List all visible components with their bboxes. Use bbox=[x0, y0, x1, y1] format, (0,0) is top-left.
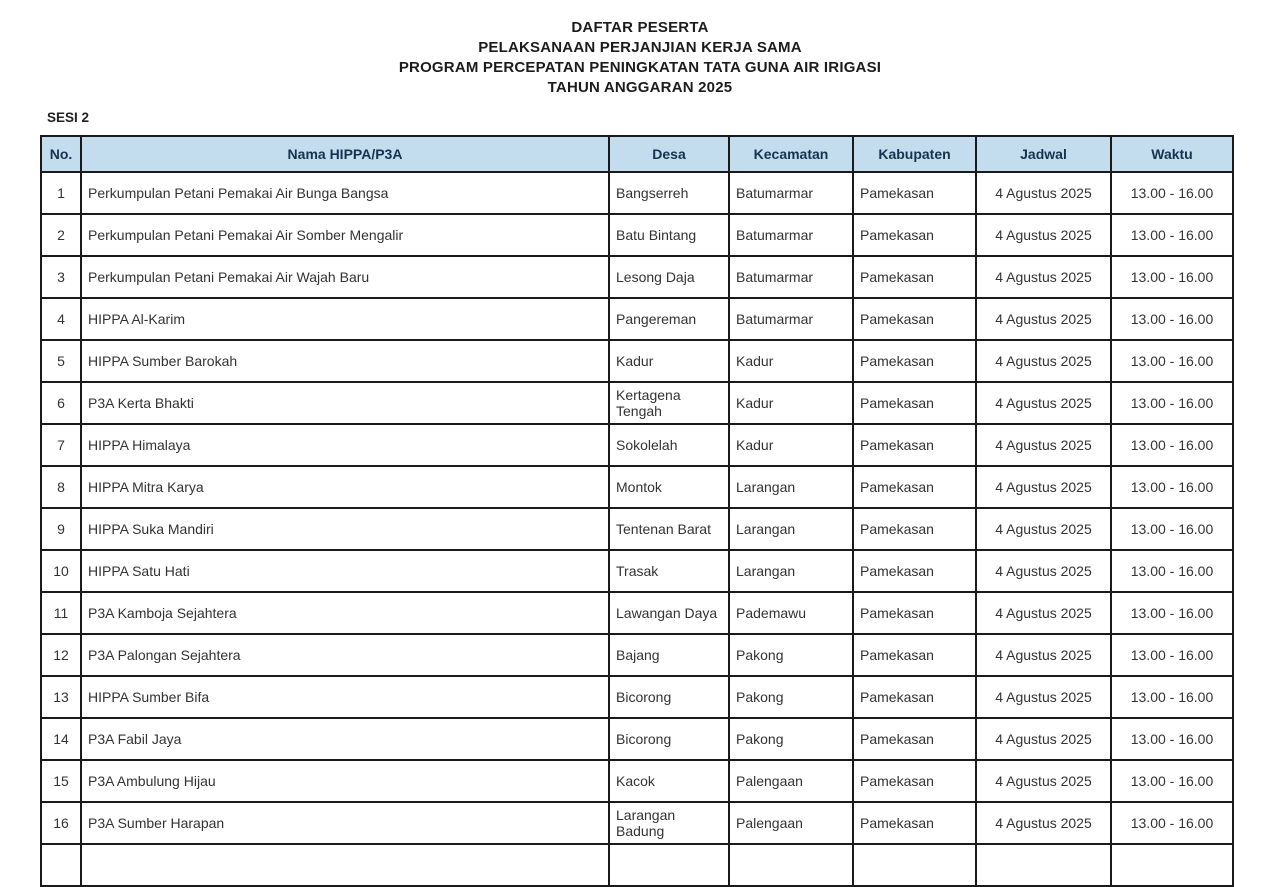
cell-kecamatan: Larangan bbox=[729, 466, 853, 508]
column-header-waktu: Waktu bbox=[1111, 136, 1233, 172]
cell-jadwal: 4 Agustus 2025 bbox=[976, 718, 1111, 760]
cell-desa: Batu Bintang bbox=[609, 214, 729, 256]
cell-kabupaten: Pamekasan bbox=[853, 508, 976, 550]
cell-nama: P3A Ambulung Hijau bbox=[81, 760, 609, 802]
cell-desa: Pangereman bbox=[609, 298, 729, 340]
cell-no: 13 bbox=[41, 676, 81, 718]
cell-kabupaten: Pamekasan bbox=[853, 676, 976, 718]
cell-jadwal: 4 Agustus 2025 bbox=[976, 550, 1111, 592]
cell-desa: Lesong Daja bbox=[609, 256, 729, 298]
table-row bbox=[41, 760, 1233, 802]
cell-no: 12 bbox=[41, 634, 81, 676]
table-row bbox=[41, 424, 1233, 466]
cell-kabupaten: Pamekasan bbox=[853, 760, 976, 802]
cell-waktu: 13.00 - 16.00 bbox=[1111, 592, 1233, 634]
cell-desa: Sokolelah bbox=[609, 424, 729, 466]
cell-waktu: 13.00 - 16.00 bbox=[1111, 466, 1233, 508]
cell-no: 10 bbox=[41, 550, 81, 592]
cell-nama: HIPPA Sumber Bifa bbox=[81, 676, 609, 718]
title-line-4: TAHUN ANGGARAN 2025 bbox=[547, 79, 733, 96]
cell-no bbox=[41, 844, 81, 886]
cell-desa: Trasak bbox=[609, 550, 729, 592]
cell-kecamatan: Batumarmar bbox=[729, 298, 853, 340]
cell-waktu: 13.00 - 16.00 bbox=[1111, 634, 1233, 676]
cell-waktu: 13.00 - 16.00 bbox=[1111, 382, 1233, 424]
table-row bbox=[41, 214, 1233, 256]
cell-nama: HIPPA Sumber Barokah bbox=[81, 340, 609, 382]
cell-no: 8 bbox=[41, 466, 81, 508]
cell-kabupaten: Pamekasan bbox=[853, 256, 976, 298]
table-body bbox=[41, 172, 1233, 886]
cell-no: 2 bbox=[41, 214, 81, 256]
cell-jadwal: 4 Agustus 2025 bbox=[976, 592, 1111, 634]
title-line-3: PROGRAM PERCEPATAN PENINGKATAN TATA GUNA AIR IRIGASI bbox=[398, 59, 882, 76]
cell-no: 4 bbox=[41, 298, 81, 340]
cell-kabupaten: Pamekasan bbox=[853, 466, 976, 508]
cell-kabupaten: Pamekasan bbox=[853, 550, 976, 592]
cell-jadwal: 4 Agustus 2025 bbox=[976, 172, 1111, 214]
cell-waktu: 13.00 - 16.00 bbox=[1111, 172, 1233, 214]
cell-jadwal: 4 Agustus 2025 bbox=[976, 424, 1111, 466]
cell-no: 15 bbox=[41, 760, 81, 802]
document-title bbox=[0, 0, 1280, 98]
cell-nama: P3A Fabil Jaya bbox=[81, 718, 609, 760]
cell-jadwal: 4 Agustus 2025 bbox=[976, 298, 1111, 340]
cell-kecamatan: Batumarmar bbox=[729, 214, 853, 256]
cell-desa: Bicorong bbox=[609, 676, 729, 718]
cell-nama: HIPPA Satu Hati bbox=[81, 550, 609, 592]
cell-nama: Perkumpulan Petani Pemakai Air Wajah Baru bbox=[81, 256, 609, 298]
column-header-kabupaten: Kabupaten bbox=[853, 136, 976, 172]
cell-kabupaten: Pamekasan bbox=[853, 634, 976, 676]
cell-desa: Bajang bbox=[609, 634, 729, 676]
column-header-jadwal: Jadwal bbox=[976, 136, 1111, 172]
table-row bbox=[41, 298, 1233, 340]
cell-waktu: 13.00 - 16.00 bbox=[1111, 508, 1233, 550]
cell-no: 7 bbox=[41, 424, 81, 466]
cell-kabupaten: Pamekasan bbox=[853, 340, 976, 382]
cell-kabupaten: Pamekasan bbox=[853, 298, 976, 340]
participants-table bbox=[40, 135, 1234, 887]
cell-kabupaten: Pamekasan bbox=[853, 424, 976, 466]
cell-kecamatan: Batumarmar bbox=[729, 172, 853, 214]
column-header-desa: Desa bbox=[609, 136, 729, 172]
cell-waktu: 13.00 - 16.00 bbox=[1111, 802, 1233, 844]
cell-kecamatan: Kadur bbox=[729, 424, 853, 466]
cell-nama: P3A Sumber Harapan bbox=[81, 802, 609, 844]
cell-kecamatan: Batumarmar bbox=[729, 256, 853, 298]
cell-waktu bbox=[1111, 844, 1233, 886]
cell-kabupaten: Pamekasan bbox=[853, 592, 976, 634]
cell-kecamatan: Pakong bbox=[729, 634, 853, 676]
cell-desa: Kadur bbox=[609, 340, 729, 382]
column-header-kecamatan: Kecamatan bbox=[729, 136, 853, 172]
cell-kecamatan: Larangan bbox=[729, 550, 853, 592]
cell-jadwal: 4 Agustus 2025 bbox=[976, 760, 1111, 802]
cell-nama: HIPPA Suka Mandiri bbox=[81, 508, 609, 550]
cell-jadwal: 4 Agustus 2025 bbox=[976, 214, 1111, 256]
cell-desa: Larangan Badung bbox=[609, 802, 729, 844]
table-row bbox=[41, 634, 1233, 676]
table-row bbox=[41, 508, 1233, 550]
cell-nama: P3A Kerta Bhakti bbox=[81, 382, 609, 424]
column-header-nama: Nama HIPPA/P3A bbox=[81, 136, 609, 172]
cell-no: 9 bbox=[41, 508, 81, 550]
cell-desa: Bicorong bbox=[609, 718, 729, 760]
cell-jadwal: 4 Agustus 2025 bbox=[976, 802, 1111, 844]
cell-kecamatan: Pademawu bbox=[729, 592, 853, 634]
cell-kabupaten bbox=[853, 844, 976, 886]
cell-nama: HIPPA Himalaya bbox=[81, 424, 609, 466]
cell-desa: Bangserreh bbox=[609, 172, 729, 214]
table-row bbox=[41, 340, 1233, 382]
cell-nama: P3A Palongan Sejahtera bbox=[81, 634, 609, 676]
cell-waktu: 13.00 - 16.00 bbox=[1111, 676, 1233, 718]
title-line-1: DAFTAR PESERTA bbox=[571, 19, 709, 36]
table-row bbox=[41, 382, 1233, 424]
cell-kabupaten: Pamekasan bbox=[853, 718, 976, 760]
cell-kecamatan: Larangan bbox=[729, 508, 853, 550]
table-header-row bbox=[41, 136, 1233, 172]
cell-nama: HIPPA Al-Karim bbox=[81, 298, 609, 340]
cell-no: 14 bbox=[41, 718, 81, 760]
cell-desa bbox=[609, 844, 729, 886]
cell-desa: Kertagena Tengah bbox=[609, 382, 729, 424]
column-header-no: No. bbox=[41, 136, 81, 172]
table-row bbox=[41, 718, 1233, 760]
cell-waktu: 13.00 - 16.00 bbox=[1111, 760, 1233, 802]
cell-waktu: 13.00 - 16.00 bbox=[1111, 340, 1233, 382]
cell-desa: Tentenan Barat bbox=[609, 508, 729, 550]
cell-kabupaten: Pamekasan bbox=[853, 802, 976, 844]
table-row-partial bbox=[41, 844, 1233, 886]
cell-jadwal: 4 Agustus 2025 bbox=[976, 382, 1111, 424]
cell-kecamatan: Pakong bbox=[729, 676, 853, 718]
cell-kabupaten: Pamekasan bbox=[853, 214, 976, 256]
cell-kecamatan: Kadur bbox=[729, 340, 853, 382]
table-row bbox=[41, 256, 1233, 298]
cell-jadwal: 4 Agustus 2025 bbox=[976, 508, 1111, 550]
cell-waktu: 13.00 - 16.00 bbox=[1111, 214, 1233, 256]
cell-jadwal: 4 Agustus 2025 bbox=[976, 256, 1111, 298]
cell-jadwal: 4 Agustus 2025 bbox=[976, 466, 1111, 508]
cell-kecamatan: Pakong bbox=[729, 718, 853, 760]
cell-no: 6 bbox=[41, 382, 81, 424]
cell-desa: Montok bbox=[609, 466, 729, 508]
cell-waktu: 13.00 - 16.00 bbox=[1111, 298, 1233, 340]
cell-desa: Kacok bbox=[609, 760, 729, 802]
cell-nama: HIPPA Mitra Karya bbox=[81, 466, 609, 508]
cell-nama bbox=[81, 844, 609, 886]
cell-kecamatan: Palengaan bbox=[729, 802, 853, 844]
cell-jadwal: 4 Agustus 2025 bbox=[976, 340, 1111, 382]
cell-waktu: 13.00 - 16.00 bbox=[1111, 550, 1233, 592]
table-row bbox=[41, 172, 1233, 214]
cell-jadwal: 4 Agustus 2025 bbox=[976, 634, 1111, 676]
table-row bbox=[41, 466, 1233, 508]
cell-kecamatan bbox=[729, 844, 853, 886]
cell-waktu: 13.00 - 16.00 bbox=[1111, 718, 1233, 760]
table-row bbox=[41, 592, 1233, 634]
cell-kabupaten: Pamekasan bbox=[853, 382, 976, 424]
table-row bbox=[41, 676, 1233, 718]
session-label: SESI 2 bbox=[47, 110, 90, 125]
cell-jadwal: 4 Agustus 2025 bbox=[976, 676, 1111, 718]
table-row bbox=[41, 802, 1233, 844]
cell-kecamatan: Kadur bbox=[729, 382, 853, 424]
cell-nama: Perkumpulan Petani Pemakai Air Somber Mengalir bbox=[81, 214, 609, 256]
cell-no: 3 bbox=[41, 256, 81, 298]
cell-no: 1 bbox=[41, 172, 81, 214]
cell-no: 16 bbox=[41, 802, 81, 844]
cell-nama: Perkumpulan Petani Pemakai Air Bunga Bangsa bbox=[81, 172, 609, 214]
cell-waktu: 13.00 - 16.00 bbox=[1111, 256, 1233, 298]
cell-desa: Lawangan Daya bbox=[609, 592, 729, 634]
cell-no: 11 bbox=[41, 592, 81, 634]
cell-kecamatan: Palengaan bbox=[729, 760, 853, 802]
title-line-2: PELAKSANAAN PERJANJIAN KERJA SAMA bbox=[478, 39, 802, 56]
cell-nama: P3A Kamboja Sejahtera bbox=[81, 592, 609, 634]
table-header bbox=[41, 136, 1233, 172]
cell-kabupaten: Pamekasan bbox=[853, 172, 976, 214]
cell-no: 5 bbox=[41, 340, 81, 382]
table-row bbox=[41, 550, 1233, 592]
cell-waktu: 13.00 - 16.00 bbox=[1111, 424, 1233, 466]
cell-jadwal bbox=[976, 844, 1111, 886]
